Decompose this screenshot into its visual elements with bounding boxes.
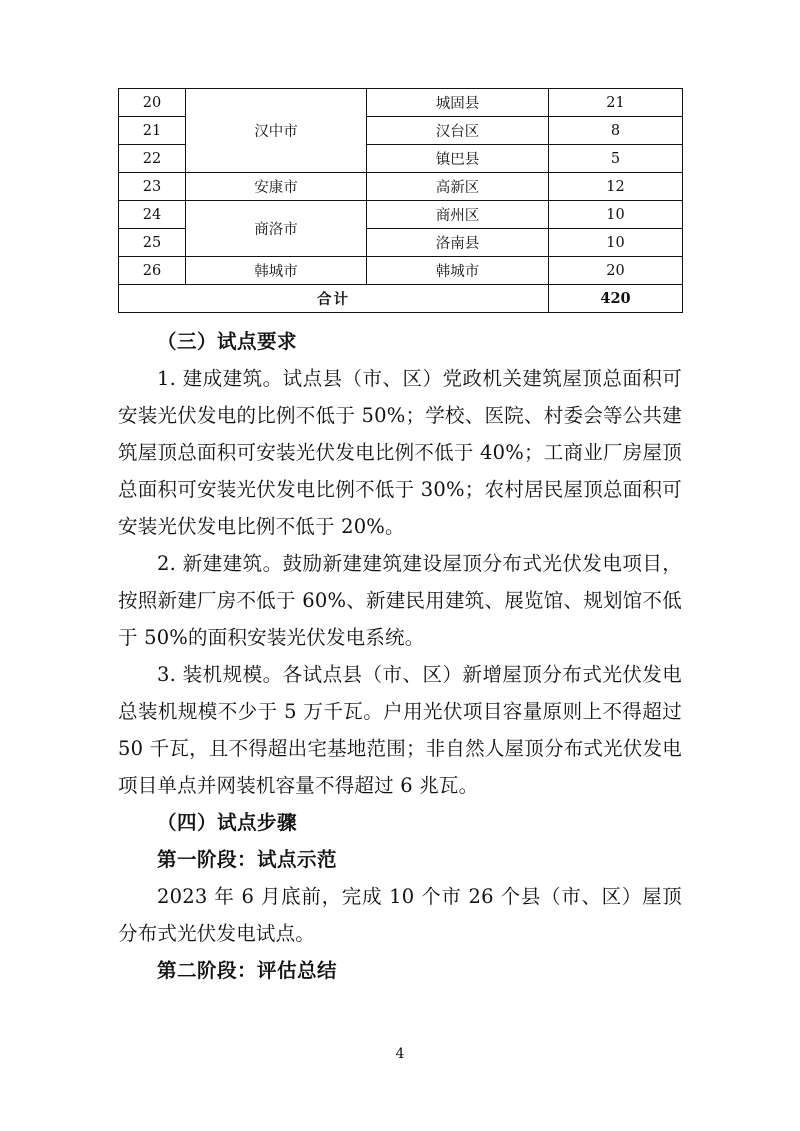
row-count: 10 [549, 229, 683, 257]
row-city: 汉中市 [186, 89, 367, 173]
row-no: 24 [119, 201, 186, 229]
page-content [118, 88, 682, 989]
page-number: 4 [395, 1046, 405, 1062]
row-county: 镇巴县 [367, 145, 549, 173]
row-county: 高新区 [367, 173, 549, 201]
table-row [119, 257, 683, 285]
paragraph-capacity-scale: 3. 装机规模。各试点县（市、区）新增屋顶分布式光伏发电总装机规模不少于 5 万千瓦。户用光伏项目容量原则上不得超过 50 千瓦，且不得超出宅基地范围；非自然人屋顶分布式光伏发电项目单点并网装机容量不得超过 6 兆瓦。 [118, 663, 682, 797]
table-row [119, 173, 683, 201]
row-no: 20 [119, 89, 186, 117]
total-value: 420 [549, 285, 683, 313]
row-count: 12 [549, 173, 683, 201]
row-county: 洛南县 [367, 229, 549, 257]
row-count: 21 [549, 89, 683, 117]
row-count: 20 [549, 257, 683, 285]
row-county: 城固县 [367, 89, 549, 117]
row-county: 韩城市 [367, 257, 549, 285]
row-city: 商洛市 [186, 201, 367, 257]
paragraph-built-buildings: 1. 建成建筑。试点县（市、区）党政机关建筑屋顶总面积可安装光伏发电的比例不低于 50%；学校、医院、村委会等公共建筑屋顶总面积可安装光伏发电比例不低于 40%；工商业厂房屋顶总面积可安装光伏发电比例不低于 30%；农村居民屋顶总面积可安装光伏发电比例不低于 20%。 [118, 367, 682, 538]
row-count: 5 [549, 145, 683, 173]
row-county: 汉台区 [367, 117, 549, 145]
row-city: 韩城市 [186, 257, 367, 285]
stage-one-title: 第一阶段：试点示范 [157, 848, 338, 871]
row-count: 10 [549, 201, 683, 229]
stage-one-text: 2023 年 6 月底前，完成 10 个市 26 个县（市、区）屋顶分布式光伏发电试点。 [118, 885, 682, 945]
table-row [119, 89, 683, 117]
stage-two-title: 第二阶段：评估总结 [157, 959, 338, 982]
row-city: 安康市 [186, 173, 367, 201]
row-no: 25 [119, 229, 186, 257]
table-row [119, 201, 683, 229]
pilot-county-table [118, 88, 683, 313]
paragraph-new-buildings: 2. 新建建筑。鼓励新建建筑建设屋顶分布式光伏发电项目，按照新建厂房不低于 60%、新建民用建筑、展览馆、规划馆不低于 50%的面积安装光伏发电系统。 [118, 552, 682, 649]
table-total-row [119, 285, 683, 313]
row-no: 22 [119, 145, 186, 173]
row-no: 23 [119, 173, 186, 201]
row-county: 商州区 [367, 201, 549, 229]
row-no: 26 [119, 257, 186, 285]
total-label: 合计 [119, 285, 549, 313]
section-heading-steps: （四）试点步骤 [157, 811, 298, 834]
row-count: 8 [549, 117, 683, 145]
row-no: 21 [119, 117, 186, 145]
section-heading-requirements: （三）试点要求 [157, 330, 298, 353]
